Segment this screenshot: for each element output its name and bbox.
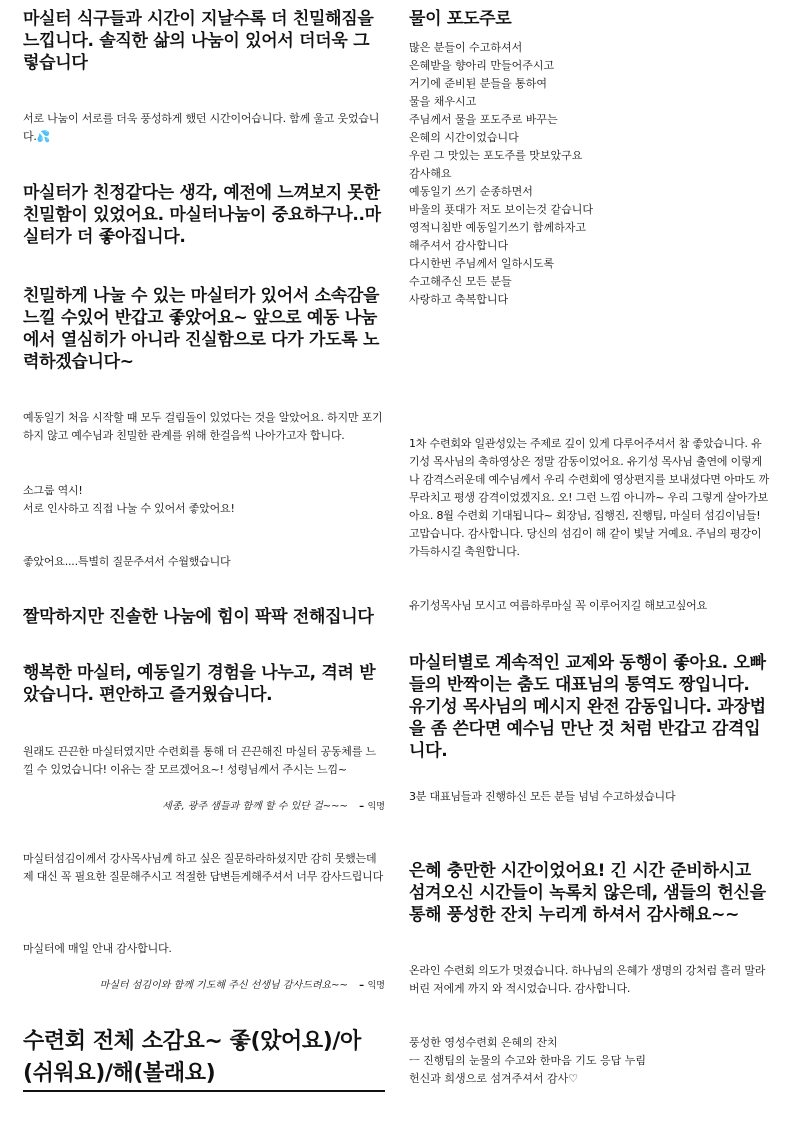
quote-text: 마실터 섬김이와 함께 기도해 주신 선생님 감사드려요~~	[99, 980, 348, 991]
quote	[23, 800, 385, 814]
comment-text: 3분 대표님들과 진행하신 모든 분들 넘넘 수고하셨습니다	[409, 790, 676, 803]
comment-heading: 마실터가 친정같다는 생각, 예전에 느껴보지 못한 친밀함이 있었어요. 마실터나눔이 중요하구나..마실터가 더 좋아집니다.	[23, 183, 381, 247]
quote-author: 익명	[367, 802, 385, 812]
quote-text: 세종, 광주 샘들과 함께 할 수 있단 걸~~~	[162, 801, 348, 812]
comment-text: 예동일기 처음 시작할 때 모두 걸림돌이 있었다는 것을 알았어요. 하지만 포기하지 않고 예수님과 친밀한 관계를 위해 한걸음씩 나아가고자 합니다.	[23, 411, 383, 442]
poem-line: 거기에 준비된 분들을 통하여	[409, 77, 548, 90]
poem-line: 물을 채우시고	[409, 95, 477, 108]
poem-line: 다시한번 주님께서 일하시도록	[409, 257, 555, 270]
poem-line: 해주셔서 감사합니다	[409, 239, 509, 252]
poem-line: 우린 그 맛있는 포도주를 맛보았구요	[409, 149, 583, 162]
poem-line: 영적니침반 예동일기쓰기 함께하자고	[409, 221, 587, 234]
comment-heading: 행복한 마실터, 예동일기 경험을 나누고, 격려 받았습니다. 편안하고 즐거웠습니다.	[23, 663, 376, 705]
comment-text: 좋았어요....특별히 질문주셔서 수월했습니다	[23, 555, 231, 568]
comment-text-body: 서로 나눔이 서로를 더욱 풍성하게 했던 시간이어습니다. 함께 울고 웃었습니다.	[23, 112, 380, 143]
comment-text	[23, 110, 385, 146]
comment-text: 마실터섬김이께서 강사목사님께 하고 싶은 질문하라하셨지만 감히 못했는데 제 대신 꼭 필요한 질문해주시고 적절한 답변듣게해주셔서 너무 감사드립니다	[23, 852, 384, 883]
comment-line: 풍성한 영성수련회 은혜의 잔치	[409, 1036, 558, 1049]
poem-line: 사랑하고 축복합니다	[409, 293, 509, 306]
comment-line: ㅡ 진행팀의 눈물의 수고와 한마음 기도 응답 누림	[409, 1054, 646, 1067]
comment-heading: 물이 포도주로	[409, 9, 512, 29]
quote-author: 익명	[367, 981, 385, 991]
poem-line: 감사해요	[409, 167, 452, 180]
comment-line: 헌신과 희생으로 섬겨주셔서 감사♡	[409, 1072, 579, 1085]
comment-heading: 마실터 식구들과 시간이 지날수록 더 친밀해짐을 느낍니다. 솔직한 삶의 나눔이 있어서 더더욱 그렇습니다	[23, 9, 374, 73]
comment-text	[23, 482, 385, 518]
poem-line: 수고해주신 모든 분들	[409, 275, 512, 288]
poem	[409, 39, 769, 309]
quote	[23, 979, 385, 993]
comment-heading: 은혜 충만한 시간이었어요! 긴 시간 준비하시고 섬겨오신 시간들이 녹록치 않은데, 샘들의 헌신을 통해 풍성한 잔치 누리게 하셔서 감사해요~~	[409, 861, 766, 925]
poem-line: 주님께서 물을 포도주로 바꾸는	[409, 113, 558, 126]
comment-text: 유기성목사님 모시고 여름하루마실 꼭 이루어지길 해보고싶어요	[409, 599, 707, 612]
poem-line: 은혜의 시간이었습니다	[409, 131, 519, 144]
comment-heading: 짤막하지만 진솔한 나눔에 힘이 팍팍 전해집니다	[23, 607, 374, 627]
comment-text: 마실터에 매일 안내 감사합니다.	[23, 942, 172, 955]
poem-line: 바울의 푯대가 저도 보이는것 같습니다	[409, 203, 594, 216]
comment-heading: 친밀하게 나눌 수 있는 마실터가 있어서 소속감을 느낄 수있어 반갑고 좋았어요~ 앞으로 예동 나눔에서 열심히가 아니라 진실함으로 다가 가도록 노력하겠습니다~	[23, 286, 380, 372]
comment-text: 온라인 수련회 의도가 멋졌습니다. 하나님의 은혜가 생명의 강처럼 흘러 말라버린 저에게 까지 와 적시었습니다. 감사합니다.	[409, 964, 766, 995]
poem-line: 은혜받을 향아리 만들어주시고	[409, 59, 555, 72]
sweat-droplets-icon: 💦	[36, 130, 51, 143]
section-title: 수련회 전체 소감요~ 좋(았어요)/아(쉬워요)/해(볼래요)	[23, 1026, 385, 1092]
quote-attribution	[359, 801, 385, 812]
comment-heading: 마실터별로 계속적인 교제와 동행이 좋아요. 오빠들의 반짝이는 춤도 대표님의 통역도 짱입니다. 유기성 목사님의 메시지 완전 감동입니다. 과장법을 좀 쓴다면 예수님 만난 것 처럼 반갑고 감격입니다.	[409, 653, 766, 761]
poem-line: 많은 분들이 수고하셔서	[409, 41, 523, 54]
poem-line: 예동일기 쓰기 순종하면서	[409, 185, 533, 198]
comment-text	[409, 1034, 769, 1088]
comment-text: 1차 수련회와 일관성있는 주제로 깊이 있게 다루어주셔서 참 좋았습니다. 유기성 목사님의 축하영상은 정말 감동이었어요. 유기성 목사님 출연에 이렇게나 감격스러운데 예수님께서 우리 수련회에 영상편지를 보내셨다면 아마도 까무라치고 평생 감격이었겠지요. 오! 그런 느낌 아니까~ 우리 그렇게 살아가보아요. 8월 수련회 기대됩니다~ 회장님, 집행진, 진행팀, 마실터 섬김이님들! 고맙습니다. 감사합니다. 당신의 섬김이 해 같이 빛날 거예요. 주님의 평강이 가득하시길 축원합니다.	[409, 437, 770, 558]
comment-line: 서로 인사하고 직접 나눌 수 있어서 좋았어요!	[23, 502, 235, 515]
quote-dash: –	[359, 801, 365, 812]
comment-text: 원래도 끈끈한 마실터였지만 수련회를 통해 더 끈끈해진 마실터 공동체를 느낄 수 있었습니다! 이유는 잘 모르겠어요~! 성령님께서 주시는 느낌~	[23, 745, 376, 776]
quote-dash: –	[359, 980, 365, 991]
quote-attribution	[359, 980, 385, 991]
comment-line: 소그룹 역시!	[23, 484, 83, 497]
